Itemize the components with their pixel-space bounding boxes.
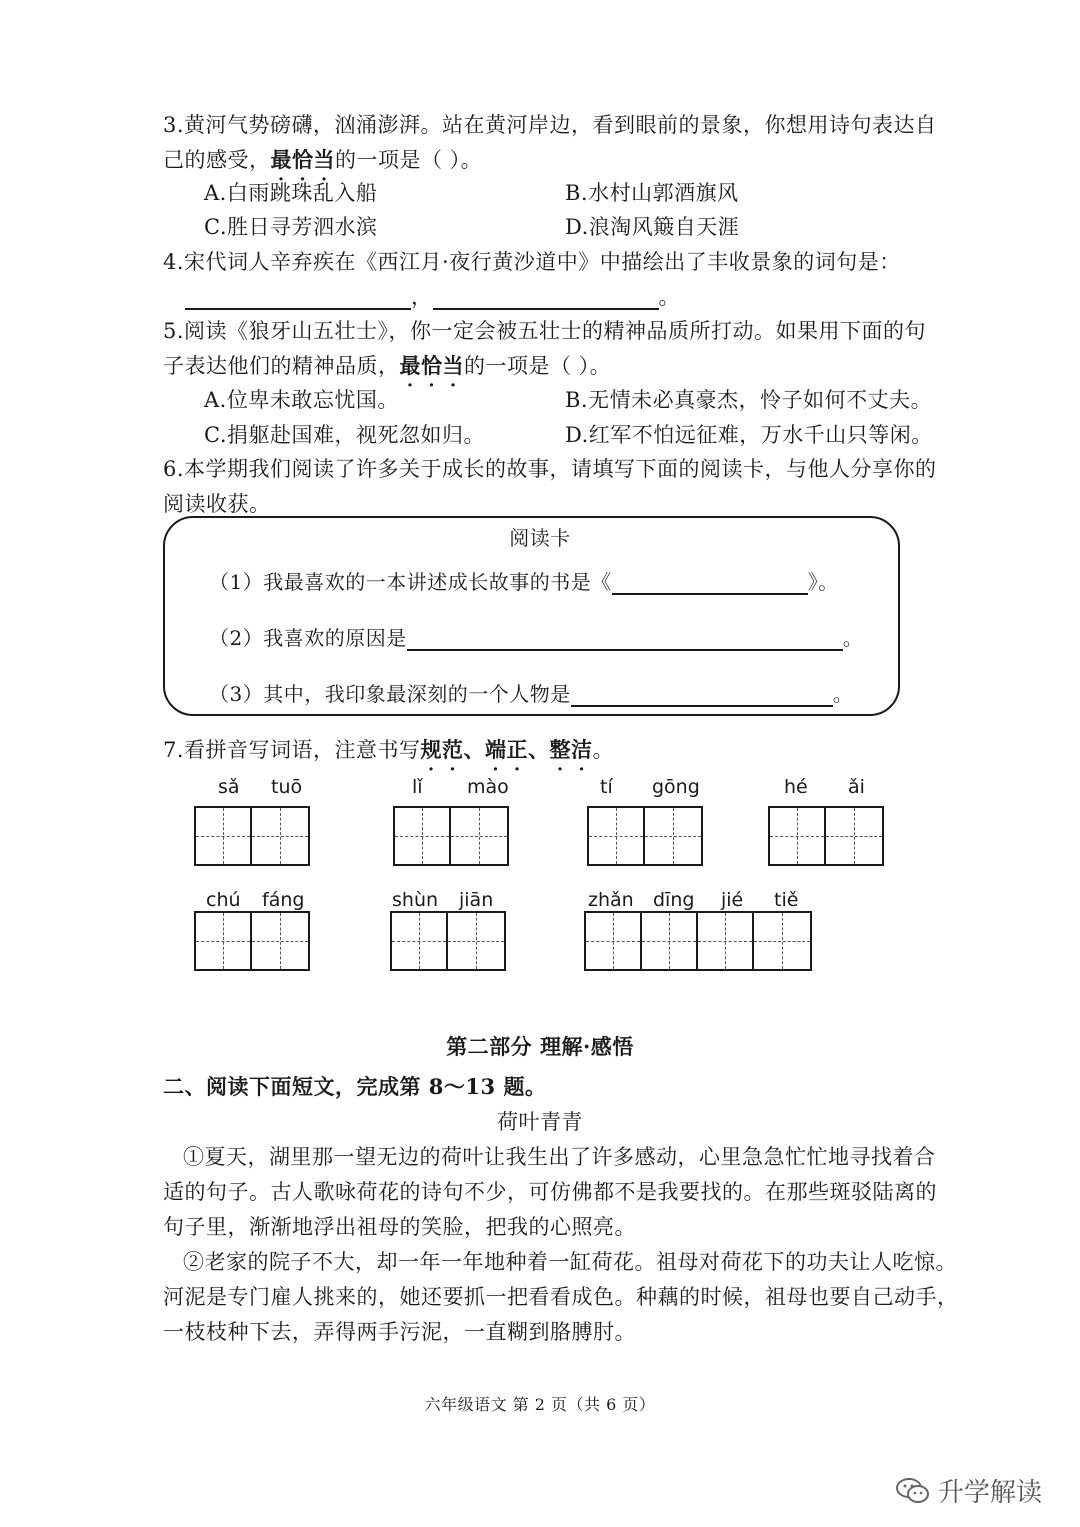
paragraph-1-line: ①夏天，湖里那一望无边的荷叶让我生出了许多感动，心里急急忙忙地寻找着合 — [183, 1145, 936, 1169]
reading-card-item-2: （2）我喜欢的原因是 。 — [209, 626, 864, 650]
part-two-heading: 第二部分 理解·感悟 — [446, 1034, 634, 1059]
q3-line2: 己的感受，最恰当的一项是（ ）。 — [163, 147, 483, 172]
q6-line2: 阅读收获。 — [163, 492, 271, 516]
reading-card-item-1: （1）我最喜欢的一本讲述成长故事的书是《 》。 — [209, 570, 839, 594]
wechat-icon — [896, 1477, 930, 1505]
q4-line1: 4.宋代词人辛弃疾在《西江月·夜行黄沙道中》中描绘出了丰收景象的词句是： — [163, 250, 901, 274]
writing-grid-2[interactable] — [393, 806, 509, 866]
q5-line1: 5.阅读《狼牙山五壮士》，你一定会被五壮士的精神品质所打动。如果用下面的句 — [163, 319, 927, 343]
pinyin: tiě — [774, 889, 799, 911]
writing-grid-5[interactable] — [194, 911, 310, 971]
pinyin: dīng — [653, 889, 695, 911]
paragraph-1-line: 适的句子。古人歌咏荷花的诗句不少，可仿佛都不是我要找的。在那些斑驳陆离的 — [163, 1180, 937, 1204]
paragraph-2-line: 河泥是专门雇人挑来的，她还要抓一把看看成色。种藕的时候，祖母也要自己动手， — [163, 1285, 959, 1309]
q3-line1: 3.黄河气势磅礴，汹涌澎湃。站在黄河岸边，看到眼前的景象，你想用诗句表达自 — [163, 113, 937, 137]
reading-card-item-3: （3）其中，我印象最深刻的一个人物是 。 — [209, 682, 854, 706]
character-blank[interactable] — [571, 685, 833, 707]
q5-option-b: B.无情未必真豪杰，怜子如何不丈夫。 — [565, 388, 933, 412]
q3-option-a: A.白雨跳珠乱入船 — [204, 181, 378, 205]
watermark-text: 升学解读 — [937, 1478, 1042, 1508]
q5-option-d: D.红军不怕远征难，万水千山只等闲。 — [565, 423, 933, 447]
pinyin: ǎi — [848, 776, 865, 798]
pinyin: fáng — [262, 889, 305, 911]
q3-option-d: D.浪淘风簸自天涯 — [565, 215, 740, 239]
writing-grid-7[interactable] — [584, 911, 812, 971]
q5-option-c: C.捐躯赴国难，视死忽如归。 — [204, 423, 485, 447]
page-footer: 六年级语文 第 2 页（共 6 页） — [424, 1395, 656, 1414]
pinyin: hé — [784, 776, 808, 798]
q4-answer-row: ， 。 — [185, 282, 680, 312]
pinyin: tuō — [271, 776, 303, 798]
q4-blank-2[interactable] — [433, 288, 659, 310]
pinyin: zhǎn — [588, 889, 634, 911]
pinyin: sǎ — [218, 776, 240, 798]
q7-line1: 7.看拼音写词语，注意书写规范、端正、整洁。 — [163, 737, 615, 762]
pinyin: mào — [467, 776, 509, 798]
book-title-blank[interactable] — [612, 573, 808, 595]
paragraph-2-line: ②老家的院子不大，却一年一年地种着一缸荷花。祖母对荷花下的功夫让人吃惊。 — [183, 1250, 957, 1274]
writing-grid-3[interactable] — [587, 806, 703, 866]
q5-option-a: A.位卑未敢忘忧国。 — [204, 388, 399, 412]
reason-blank[interactable] — [407, 629, 843, 651]
pinyin: jiān — [459, 889, 494, 911]
pinyin: lǐ — [412, 776, 423, 798]
pinyin: tí — [600, 776, 613, 798]
q3-option-b: B.水村山郭酒旗风 — [565, 181, 739, 205]
writing-grid-6[interactable] — [390, 911, 506, 971]
paragraph-2-line: 一枝枝种下去，弄得两手污泥，一直糊到胳膊肘。 — [163, 1320, 636, 1344]
paragraph-1-line: 句子里，渐渐地浮出祖母的笑脸，把我的心照亮。 — [163, 1215, 636, 1239]
pinyin: chú — [206, 889, 241, 911]
q5-line2: 子表达他们的精神品质，最恰当的一项是（ ）。 — [163, 353, 612, 378]
writing-grid-4[interactable] — [768, 806, 884, 866]
passage-title: 荷叶青青 — [497, 1110, 583, 1134]
reading-card-title: 阅读卡 — [509, 526, 571, 550]
pinyin: gōng — [652, 776, 700, 798]
pinyin: jié — [721, 889, 744, 911]
watermark — [896, 1472, 1042, 1509]
section-two-instruction: 二、阅读下面短文，完成第 8～13 题。 — [163, 1074, 547, 1099]
writing-grid-1[interactable] — [194, 806, 310, 866]
q4-blank-1[interactable] — [185, 288, 411, 310]
pinyin: shùn — [392, 889, 439, 911]
q6-line1: 6.本学期我们阅读了许多关于成长的故事，请填写下面的阅读卡，与他人分享你的 — [163, 457, 937, 481]
q3-option-c: C.胜日寻芳泗水滨 — [204, 215, 378, 239]
